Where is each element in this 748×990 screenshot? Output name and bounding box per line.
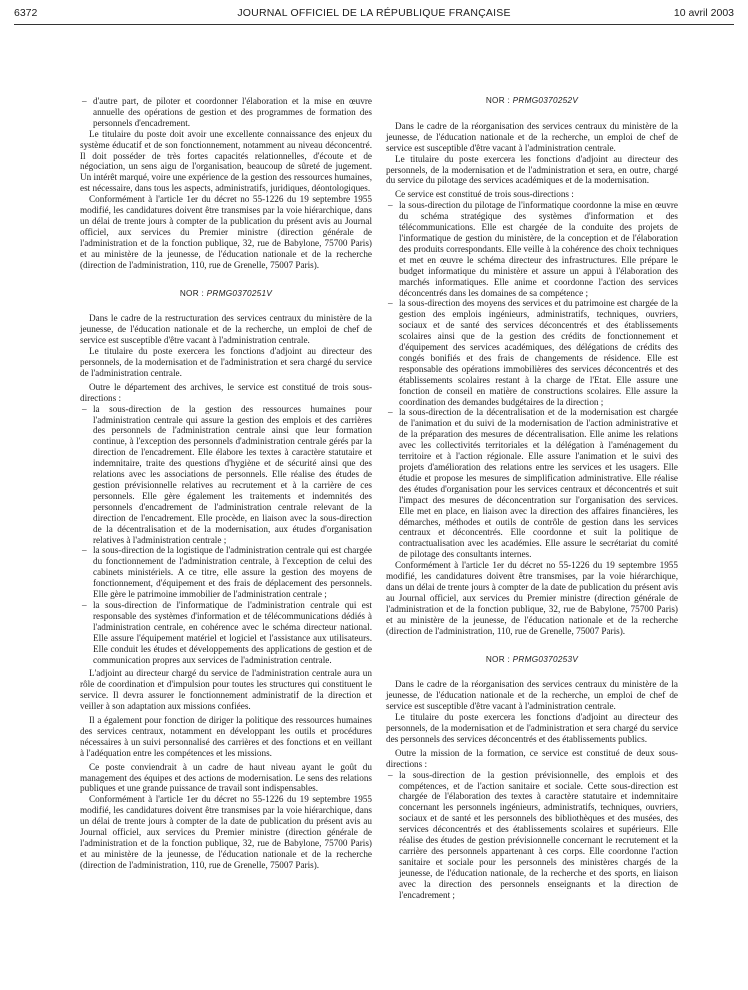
issue-date: 10 avril 2003	[673, 7, 734, 19]
right-column	[386, 96, 678, 901]
paragraph: Il a également pour fonction de diriger la politique des ressources humaines des services centraux, notamment en développant les outils et procédures nécessaires à un suivi personnalisé des carrières et des fonctions et en veillant à l'adéquation entre les compétences et les missions.	[80, 715, 372, 758]
nor-label: NOR :	[179, 288, 207, 298]
page-header	[14, 6, 734, 25]
list-item: – la sous-direction de la logistique de l'administration centrale qui est chargée du fonctionnement de l'administration centrale, à l'exception de celui des cabinets ministériels. A ce titre, elle assure la gestion des moyens de fonctionnement, d'équipement et des frais de déplacement des personnels. Elle gère le patrimoine immobilier de l'administration centrale ;	[80, 545, 372, 600]
list-item: – la sous-direction des moyens des services et du patrimoine est chargée de la gestion des emplois ingénieurs, administratifs, techniques, ouvriers, sociaux et de santé des services déconcentrés et des établissements scolaires ainsi que de la gestion des crédits de fonctionnement et d'équipement des services académiques, des délégations de crédits des congés bonifiés et des frais de changements de résidence. Elle est responsable des opérations immobilières des services déconcentrés et des établissements scolaires restant à la charge de l'Etat. Elle assure une fonction de conseil en matière de constructions scolaires. Elle assure la coordination des demandes budgétaires de la direction ;	[386, 298, 678, 407]
intro-list-item: – d'autre part, de piloter et coordonner l'élaboration et la mise en œuvre annuelle des opérations de gestion et des programmes de formation des personnels d'encadrement.	[80, 96, 372, 129]
paragraph: Ce poste conviendrait à un cadre de haut niveau ayant le goût du management des équipes et des actions de modernisation. Le sens des relations publiques et une grande puissance de travail sont indispensables.	[80, 761, 372, 794]
paragraph: Ce service est constitué de trois sous-directions :	[395, 189, 574, 200]
list-item: – la sous-direction du pilotage de l'informatique coordonne la mise en œuvre du schéma stratégique des systèmes d'information et des télécommunications. Elle est chargée de la conduite des projets de l'informatique de gestion du ministère, de la conception et de l'élaboration des produits correspondants. Elle veille à la cohérence des choix techniques et met en œuvre le schéma directeur des infrastructures. Elle prépare le budget informatique du ministère et assure un appui à l'élaboration des marchés informatiques. Elle anime et coordonne l'action des services déconcentrés dans les domaines de sa compétence ;	[386, 200, 678, 298]
nor-reference	[80, 289, 372, 300]
paragraph: Outre le département des archives, le service est constitué de trois sous-directions :	[80, 381, 372, 403]
list-item: – la sous-direction de la décentralisation et de la modernisation est chargée de l'animation et du suivi de la modernisation de l'action administrative et de la préparation des mesures de décentralisation. Elle anime les relations avec les collectivités territoriales et la délégation à l'aménagement du territoire et à l'action régionale. Elle assure l'animation et le suivi des projets d'amélioration des relations entre les services et les usagers. Elle étudie et propose les mesures de simplification administrative. Elle réalise des études d'organisation pour les services centraux et déconcentrés et suit l'impact des mesures de déconcentration sur l'organisation des services. Elle met en place, en liaison avec la direction des affaires financières, les démarches, méthodes et outils de contrôle de gestion dans les services centraux et déconcentrés. Elle coordonne et suit la politique de contractualisation avec les académies. Elle assure le secrétariat du comité de pilotage des consultants internes.	[386, 407, 678, 560]
left-column	[80, 96, 372, 871]
nor-code: PRMG0370251V	[206, 288, 273, 298]
paragraph: Conformément à l'article 1er du décret no 55-1226 du 19 septembre 1955 modifié, les candidatures doivent être transmises par la voie hiérarchique, dans un délai de trente jours à compter de la date de publication du présent avis au Journal officiel, aux services du Premier ministre (direction générale de l'administration et de la fonction publique, 32, rue de Babylone, 75700 Paris) et au ministère de la jeunesse, de l'éducation nationale et de la recherche (direction de l'administration, 110, rue de Grenelle, 75007 Paris).	[80, 794, 372, 870]
nor-reference	[386, 655, 678, 666]
nor-label: NOR :	[485, 654, 513, 664]
paragraph: Le titulaire du poste exercera les fonctions d'adjoint au directeur des personnels, de la modernisation et de l'administration et sera chargé du service de l'administration centrale.	[80, 346, 372, 378]
paragraph: Conformément à l'article 1er du décret no 55-1226 du 19 septembre 1955 modifié, les candidatures doivent être transmises, par la voie hiérarchique, dans un délai de trente jours à compter de la date de publication du présent avis au Journal officiel, aux services du Premier ministre (direction générale de l'administration et de la fonction publique, 32, rue de Babylone, 75700 Paris) et au ministère de la jeunesse, de l'éducation nationale et de la recherche (direction de l'administration, 110, rue de Grenelle, 75007 Paris).	[386, 560, 678, 636]
nor-label: NOR :	[485, 96, 513, 105]
paragraph: Dans le cadre de la réorganisation des services centraux du ministère de la jeunesse, de l'éducation nationale et de la recherche, un emploi de chef de service est susceptible d'être vacant à l'administration centrale.	[386, 120, 678, 153]
paragraph: Dans le cadre de la restructuration des services centraux du ministère de la jeunesse, de l'éducation nationale et de la recherche, un emploi de chef de service est susceptible d'être vacant à l'administration centrale.	[80, 313, 372, 346]
paragraph: Conformément à l'article 1er du décret no 55-1226 du 19 septembre 1955 modifié, les candidatures doivent être transmises par la voie hiérarchique, dans un délai de trente jours à compter de la publication du présent avis au Journal officiel, aux services du Premier ministre (direction générale de l'administration et de la fonction publique, 32, rue de Babylone, 75700 Paris) et au ministère de la jeunesse, de l'éducation nationale et de la recherche (direction de l'administration, 110, rue de Grenelle, 75007 Paris).	[80, 194, 372, 270]
page-number: 6372	[14, 7, 38, 19]
nor-code: PRMG0370253V	[512, 654, 579, 664]
paragraph: Outre la mission de la formation, ce service est constitué de deux sous-directions :	[386, 747, 678, 769]
nor-reference	[386, 96, 678, 107]
paragraph: Le titulaire du poste exercera les fonctions d'adjoint au directeur des personnels, de la modernisation et de l'administration et sera chargé du service des personnels des services déconcentrés et des établissements publics.	[386, 712, 678, 744]
list-item: – la sous-direction de la gestion prévisionnelle, des emplois et des compétences, et de l'action sanitaire et sociale. Cette sous-direction est chargée de l'élaboration des textes à caractère statutaire et indemnitaire concernant les personnels ingénieurs, administratifs, techniques, ouvriers, sociaux et de santé et les personnels des bibliothèques et des musées, des services déconcentrés et des établissements scolaires et supérieurs. Elle réalise des études de gestion prévisionnelle concernant le recrutement et la carrière des personnels appartenant à ces corps. Elle coordonne l'action sanitaire et sociale pour les personnels des ministères chargés de la jeunesse, de l'éducation nationale, de la recherche et des sports, en liaison avec la direction des personnels enseignants et la direction de l'encadrement ;	[386, 770, 678, 901]
list-item: – la sous-direction de l'informatique de l'administration centrale qui est responsable des systèmes d'information et de télécommunications dédiés à l'administration centrale, en cohérence avec le schéma directeur national. Elle assure l'équipement matériel et logiciel et l'assistance aux utilisateurs. Elle conduit les études et développements des applications de gestion et de communication propres aux services de l'administration centrale.	[80, 600, 372, 665]
journal-title: JOURNAL OFFICIEL DE LA RÉPUBLIQUE FRANÇAISE	[237, 7, 511, 19]
paragraph: L'adjoint au directeur chargé du service de l'administration centrale aura un rôle de coordination et d'impulsion pour toutes les structures qui constituent le service. Il devra assurer le fonctionnement administratif de la direction et veiller à son adaptation aux missions confiées.	[80, 668, 372, 712]
paragraph: Dans le cadre de la réorganisation des services centraux du ministère de la jeunesse, de l'éducation nationale et de la recherche, un emploi de chef de service est susceptible d'être vacant à l'administration centrale.	[386, 679, 678, 712]
paragraph: Le titulaire du poste exercera les fonctions d'adjoint au directeur des personnels, de la modernisation et de l'administration et sera, en outre, chargé du service du pilotage des services académiques et de la modernisation.	[386, 153, 678, 186]
list-item: – la sous-direction de la gestion des ressources humaines pour l'administration centrale qui assure la gestion des emplois et des carrières des personnels de l'administration centrale ainsi que leur formation continue, à l'exception des personnels d'administration centrale gérés par la direction de l'encadrement. Elle élabore les textes à caractère statutaire et indemnitaire, traite des questions d'hygiène et de sécurité ainsi que des relations avec les associations de personnels. Elle réalise des études de gestion prévisionnelle relatives au recrutement et à la carrière de ces personnels. Elle gère également les traitements et indemnités des personnels d'encadrement de l'administration centrale relevant de la direction de l'encadrement. Elle procède, en liaison avec la sous-direction de la décentralisation et de la modernisation, aux études d'organisation relatives à l'administration centrale ;	[80, 404, 372, 546]
nor-code: PRMG0370252V	[512, 96, 579, 105]
paragraph: Le titulaire du poste doit avoir une excellente connaissance des enjeux du système éducatif et de son fonctionnement, notamment au niveau déconcentré. Il doit posséder de très fortes capacités relationnelles, d'écoute et de négociation, un sens aigu de l'organisation, beaucoup de sûreté de jugement. Un intérêt marqué, voire une expérience de la gestion des ressources humaines, est nécessaire, dans tous les aspects, administratifs, juridiques, déontologiques.	[80, 128, 372, 194]
